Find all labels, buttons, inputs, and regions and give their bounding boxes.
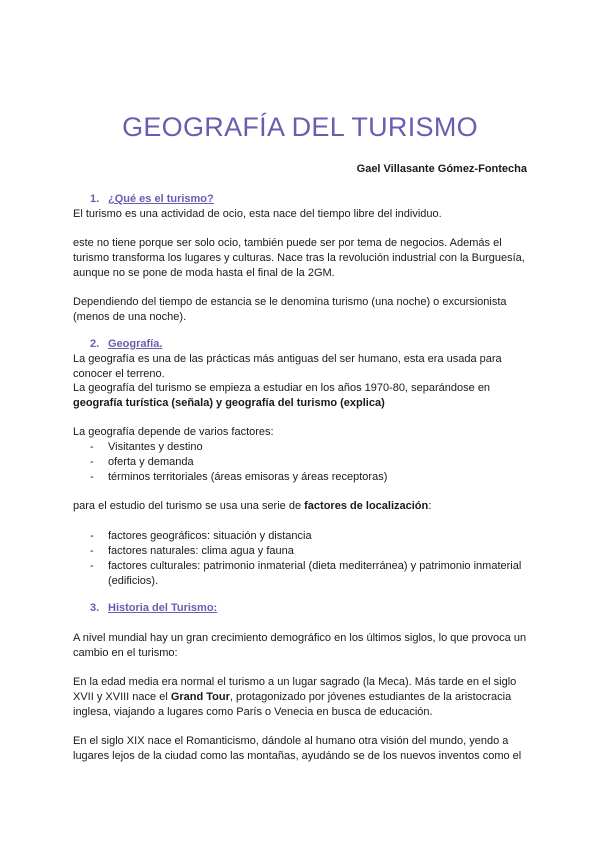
paragraph: El turismo es una actividad de ocio, esta nace del tiempo libre del individuo. — [73, 208, 442, 220]
paragraph: A nivel mundial hay un gran crecimiento demográfico en los últimos siglos, lo que provoca un cambio en el turismo: — [73, 632, 527, 659]
list-item — [90, 529, 530, 544]
list-item — [90, 455, 530, 470]
section-number: 2. — [90, 338, 100, 350]
list-item-text: términos territoriales (áreas emisoras y áreas receptoras) — [108, 471, 388, 483]
paragraph-text: para el estudio del turismo se usa una serie de — [73, 500, 305, 512]
paragraph — [73, 675, 533, 720]
section-title: ¿Qué es el turismo? — [108, 193, 214, 205]
paragraph: La geografía depende de varios factores: — [73, 426, 274, 438]
list-item — [90, 559, 530, 589]
section-heading-2 — [90, 337, 162, 352]
list-dash: - — [90, 471, 94, 483]
list-item — [90, 544, 530, 559]
bold-text: geografía turística (señala) y geografía del turismo (explica) — [73, 397, 385, 409]
list-item-text: factores geográficos: situación y distancia — [108, 530, 312, 542]
document-title: GEOGRAFÍA DEL TURISMO — [122, 112, 478, 142]
bold-text: Grand Tour — [170, 691, 230, 703]
list-item-text: oferta y demanda — [108, 456, 194, 468]
paragraph — [73, 499, 533, 514]
bold-text: factores de localización — [304, 500, 429, 512]
paragraph: En el siglo XIX nace el Romanticismo, dándole al humano otra visión del mundo, yendo a lugares lejos de la ciudad como las montañas, ayudándo se de los nuevos inventos como el — [73, 735, 522, 762]
list-dash: - — [90, 456, 94, 468]
paragraph-text: : — [428, 500, 432, 512]
section-heading-1 — [90, 192, 214, 207]
author-name: Gael Villasante Gómez-Fontecha — [356, 163, 527, 175]
section-number: 1. — [90, 193, 100, 205]
list-item — [90, 470, 530, 485]
section-number: 3. — [90, 602, 100, 614]
paragraph: La geografía es una de las prácticas más antiguas del ser humano, esta era usada para conocer el terreno. — [73, 353, 502, 380]
list-item — [90, 440, 530, 455]
list-item-text: factores culturales: patrimonio inmaterial (dieta mediterránea) y patrimonio inmaterial (edificios). — [108, 560, 522, 587]
list-dash: - — [90, 441, 94, 453]
section-title: Geografía. — [108, 338, 163, 350]
list-dash: - — [90, 530, 94, 542]
paragraph-text: La geografía del turismo se empieza a estudiar en los años 1970-80, separándose en — [73, 382, 491, 394]
paragraph: Dependiendo del tiempo de estancia se le denomina turismo (una noche) o excursionista (menos de una noche). — [73, 296, 507, 323]
paragraph-text: , protagonizado por jóvenes estudiantes de la aristocracia inglesa, viajando a lugares como París o Venecia en busca de educación. — [73, 691, 512, 718]
list-item-text: factores naturales: clima agua y fauna — [108, 545, 294, 557]
paragraph: este no tiene porque ser solo ocio, también puede ser por tema de negocios. Además el turismo transforma los lugares y culturas. Nace tras la revolución industrial con la Burguesía, aunque no se pone de moda hasta el final de la 2GM. — [73, 237, 525, 279]
paragraph-text: En la edad media era normal el turismo a un lugar sagrado (la Meca). Más tarde en el siglo XVII y XVIII nace el — [73, 676, 517, 703]
section-title: Historia del Turismo: — [108, 602, 218, 614]
list-item-text: Visitantes y destino — [108, 441, 203, 453]
paragraph — [73, 381, 533, 411]
section-heading-3 — [90, 601, 217, 616]
list-dash: - — [90, 560, 94, 572]
list-dash: - — [90, 545, 94, 557]
